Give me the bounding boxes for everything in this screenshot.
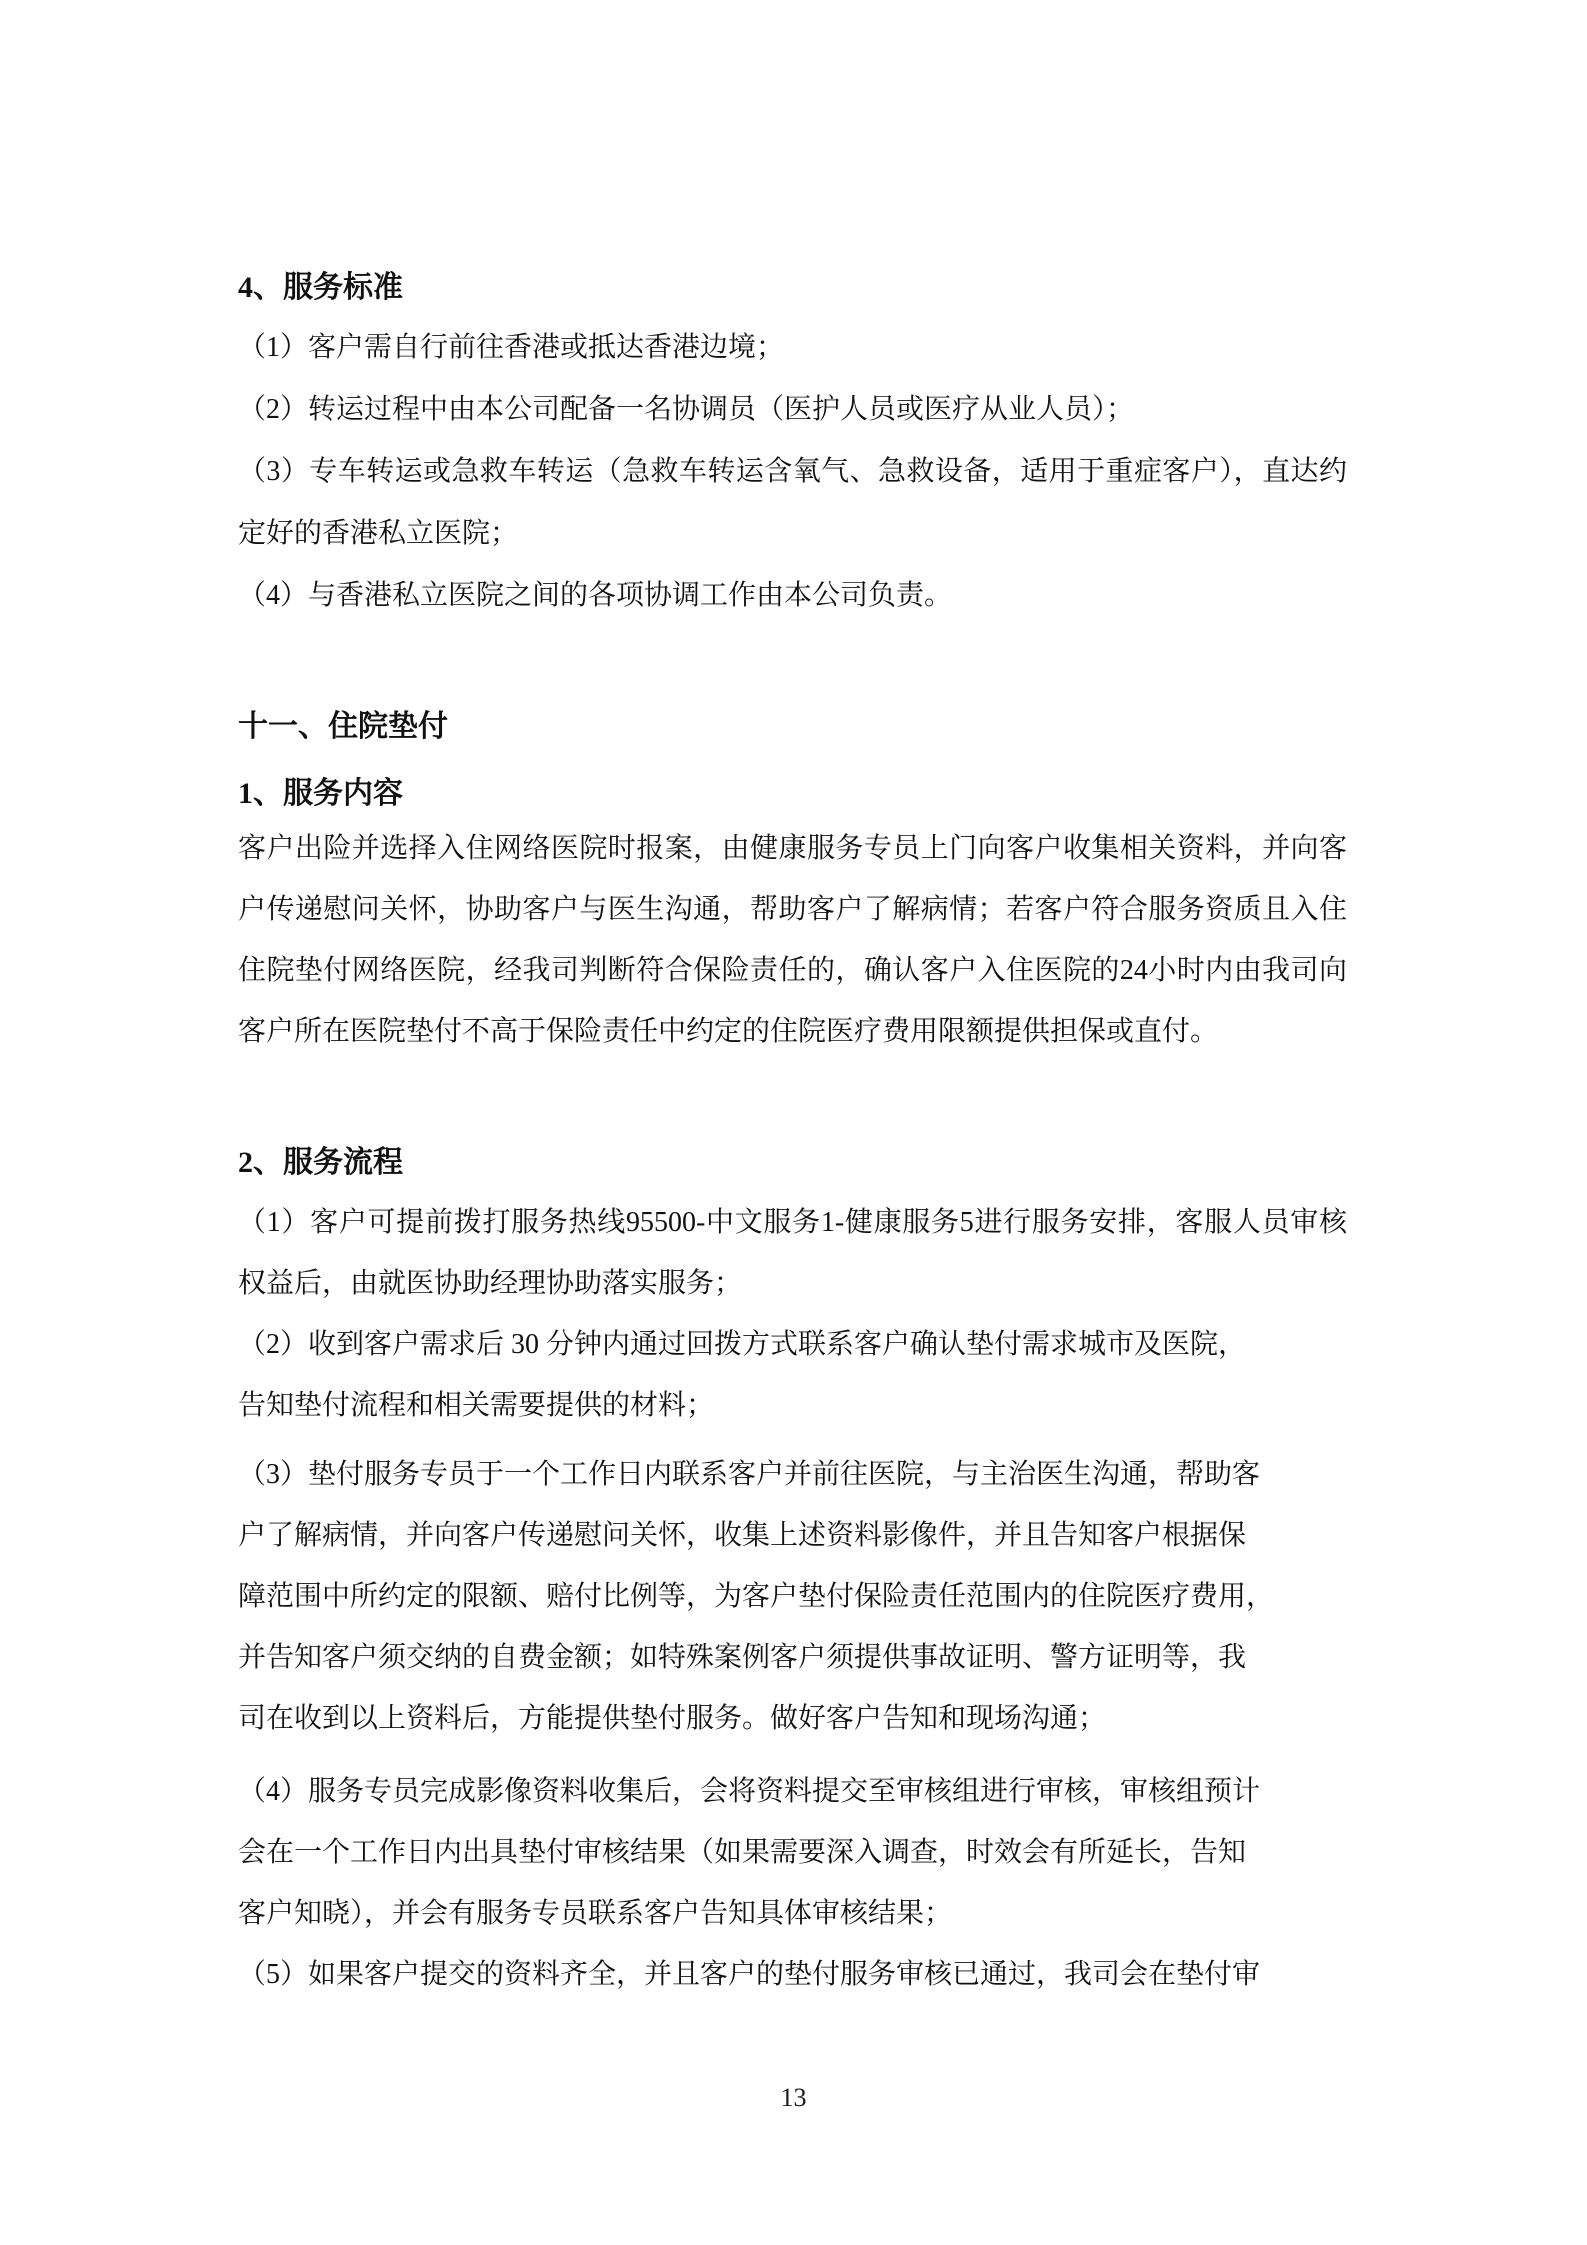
text-line: 告知垫付流程和相关需要提供的材料； (238, 1390, 715, 1421)
text-line: 客户出险并选择入住网络医院时报案，由健康服务专员上门向客户收集相关资料，并向客 (238, 833, 1347, 864)
service-process-paragraph (238, 1192, 1347, 2005)
text-line: 户了解病情，并向客户传递慰问关怀，收集上述资料影像件，并且告知客户根据保 (238, 1520, 1247, 1551)
heading-hospitalization-advance: 十一、住院垫付 (238, 710, 448, 743)
text-line: 户传递慰问关怀，协助客户与医生沟通，帮助客户了解病情；若客户符合服务资质且入住 (238, 894, 1347, 925)
text-line: 住院垫付网络医院，经我司判断符合保险责任的，确认客户入住医院的24小时内由我司向 (238, 955, 1347, 986)
text-line: （1）客户需自行前往香港或抵达香港边境； (238, 332, 785, 363)
text-line: （1）客户可提前拨打服务热线95500-中文服务1-健康服务5进行服务安排，客服人员审核 (238, 1207, 1347, 1238)
text-line: 客户知晓），并会有服务专员联系客户告知具体审核结果； (238, 1898, 953, 1929)
text-line: 权益后，由就医协助经理协助落实服务； (238, 1268, 743, 1299)
text-line: （4）服务专员完成影像资料收集后，会将资料提交至审核组进行审核，审核组预计 (238, 1776, 1261, 1807)
text-line: 司在收到以上资料后，方能提供垫付服务。做好客户告知和现场沟通； (238, 1703, 1107, 1734)
heading-service-content: 1、服务内容 (238, 777, 403, 810)
page-number: 13 (780, 2083, 807, 2112)
text-line: 客户所在医院垫付不高于保险责任中约定的住院医疗费用限额提供担保或直付。 (238, 1016, 1219, 1047)
text-line: （2）转运过程中由本公司配备一名协调员（医护人员或医疗从业人员）； (238, 394, 1135, 425)
text-line: 障范围中所约定的限额、赔付比例等，为客户垫付保险责任范围内的住院医疗费用， (238, 1581, 1275, 1612)
heading-service-standard: 4、服务标准 (238, 271, 403, 304)
text-line: （3）垫付服务专员于一个工作日内联系客户并前往医院，与主治医生沟通，帮助客 (238, 1459, 1261, 1490)
text-line: （2）收到客户需求后 30 分钟内通过回拨方式联系客户确认垫付需求城市及医院， (238, 1329, 1247, 1360)
text-line: 定好的香港私立医院； (238, 518, 519, 549)
text-line: （3）专车转运或急救车转运（急救车转运含氧气、急救设备，适用于重症客户），直达约 (238, 456, 1347, 487)
heading-service-process: 2、服务流程 (238, 1146, 403, 1179)
text-line: （4）与香港私立医院之间的各项协调工作由本公司负责。 (238, 580, 953, 611)
text-line: 并告知客户须交纳的自费金额；如特殊案例客户须提供事故证明、警方证明等，我 (238, 1642, 1247, 1673)
service-content-paragraph (238, 818, 1347, 1062)
text-line: （5）如果客户提交的资料齐全，并且客户的垫付服务审核已通过，我司会在垫付审 (238, 1959, 1261, 1990)
text-line: 会在一个工作日内出具垫付审核结果（如果需要深入调查，时效会有所延长，告知 (238, 1837, 1247, 1868)
service-standard-paragraph (238, 317, 1347, 627)
